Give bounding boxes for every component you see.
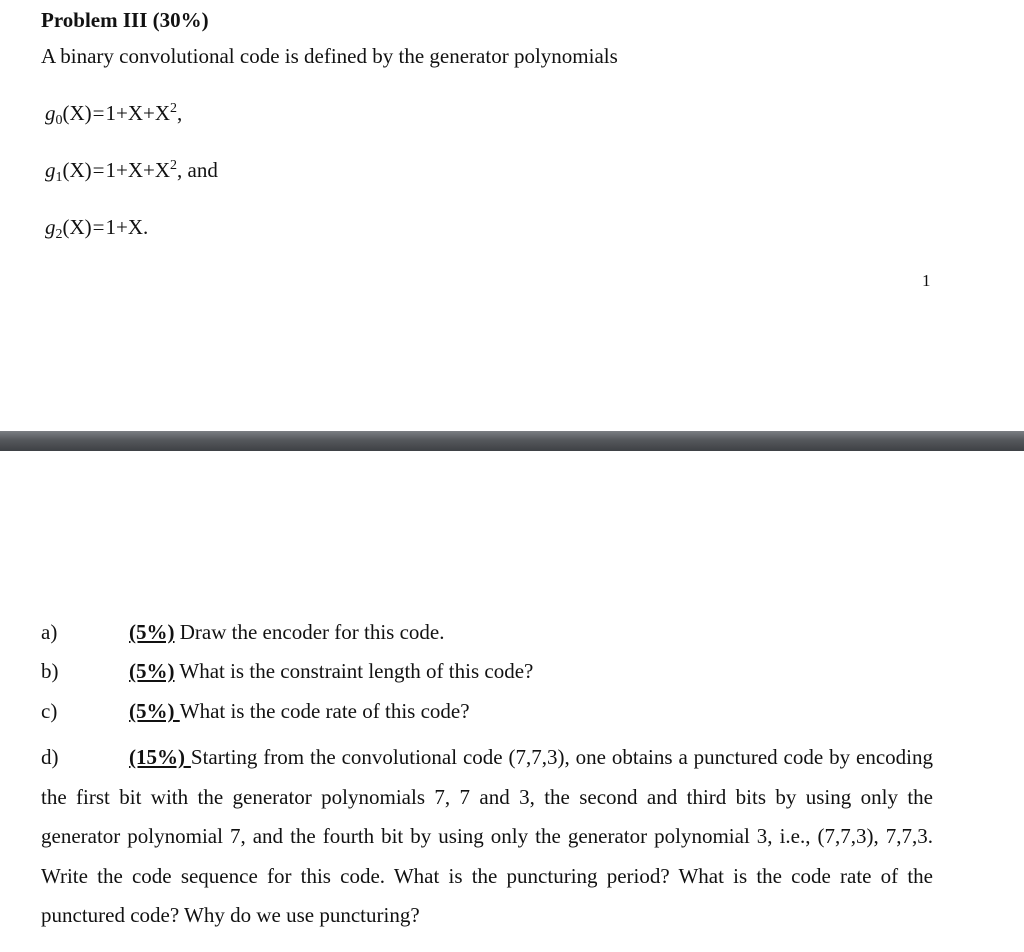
question-letter: a) [41,620,58,644]
page-number: 1 [922,271,931,290]
eq-rhs: 1+X [105,215,144,239]
eq-tail: , [177,101,183,125]
equation-g0: $g_0(X)=1+X+X^2$, [45,101,183,128]
eq-subscript: 1 [55,170,63,185]
problem-intro: A binary convolutional code is defined by the generator polynomials [41,44,618,68]
eq-argument: (X) [62,158,92,182]
question-text: What is the code rate of this code? [179,699,470,723]
eq-subscript: 0 [55,113,63,128]
question-c [41,699,941,724]
eq-g-symbol: g [45,101,56,125]
eq-g-symbol: g [45,215,56,239]
question-points: (5%) [129,699,180,723]
question-d [41,738,933,936]
question-points: (5%) [129,620,175,644]
page-divider [0,431,1024,451]
question-a [41,620,941,645]
eq-tail: . [143,215,149,239]
question-b [41,659,941,684]
question-text: Draw the encoder for this code. [174,620,445,644]
eq-argument: (X) [62,101,92,125]
eq-superscript: 2 [170,101,178,116]
eq-rhs: 1+X+X [105,158,171,182]
question-text: What is the constraint length of this code? [174,659,534,683]
equation-g2: $g_2(X)=1+X$. [45,215,149,242]
equation-g1: $g_1(X)=1+X+X^2$, and [45,158,218,185]
eq-rhs: 1+X+X [105,101,171,125]
question-letter: d) [41,745,59,769]
question-points: (15%) [129,745,191,769]
question-text: Starting from the convolutional code (7,7,3), one obtains a punctured code by encoding the first bit with the generator polynomials 7, 7 and 3, the second and third bits by using only the generator polynomial 7, and the fourth bit by using only the generator polynomial 3, i.e., (7,7,3), 7,7,3. Write the code sequence for this code. What is the puncturing period? What is the code rate of the punctured code? Why do we use puncturing? [41,745,933,928]
eq-g-symbol: g [45,158,56,182]
question-letter: b) [41,659,59,683]
eq-tail: , and [177,158,218,182]
problem-title: Problem III (30%) [41,8,209,32]
eq-superscript: 2 [170,158,178,173]
question-letter: c) [41,699,58,723]
question-points: (5%) [129,659,175,683]
eq-argument: (X) [62,215,92,239]
eq-subscript: 2 [55,227,63,242]
